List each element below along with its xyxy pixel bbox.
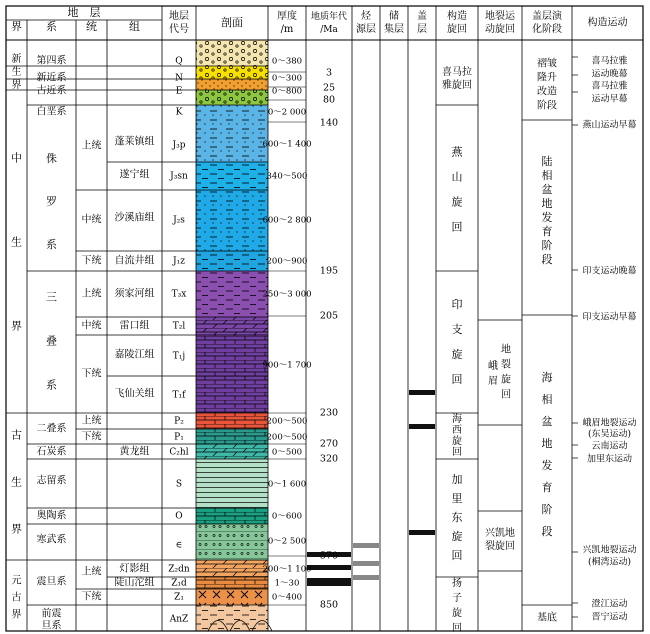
formation-code: Z₁d xyxy=(171,578,187,589)
evolution-stage-label: 改造 xyxy=(537,86,557,98)
system-label: 侏 xyxy=(46,152,57,165)
era-label: 新 xyxy=(11,54,22,65)
formation-label: 灯影组 xyxy=(119,563,150,575)
header-source: 烃 xyxy=(361,11,371,22)
thickness-value: 200～500 xyxy=(266,432,308,443)
evolution-stage-label: 隆升 xyxy=(537,72,557,84)
system-label: 三 xyxy=(46,290,57,304)
section-layer-pattern xyxy=(196,40,268,66)
age-value: 140 xyxy=(319,117,339,129)
era-label: 生 xyxy=(11,67,22,78)
header-jie: 界 xyxy=(11,20,22,33)
thickness-value: 200～900 xyxy=(266,256,308,267)
formation-code: J₂s xyxy=(173,215,185,226)
section-layer-pattern xyxy=(196,577,268,589)
section-layer-pattern xyxy=(196,190,268,251)
age-value: 80 xyxy=(322,94,336,106)
formation-code: O xyxy=(175,511,183,522)
header-code: 代号 xyxy=(169,24,189,35)
movement-label: (桐湾运动) xyxy=(587,557,632,568)
series-label: 下统 xyxy=(81,591,102,603)
thickness-value: 340～500 xyxy=(266,171,308,182)
evolution-stage-label: 段 xyxy=(541,525,553,538)
tectonic-cycle-label: 加 xyxy=(451,473,463,486)
thickness-value: 1～30 xyxy=(274,578,300,589)
era-label: 界 xyxy=(11,80,22,91)
tectonic-cycle-label: 回 xyxy=(452,623,462,634)
evolution-stage-label: 相 xyxy=(541,393,553,406)
section-layer-pattern xyxy=(196,589,268,605)
formation-code: J₁z xyxy=(173,256,185,267)
thickness-value: 600～2 800 xyxy=(262,215,312,226)
thickness-value: 200～500 xyxy=(266,416,308,427)
formation-label: 陡山沱组 xyxy=(114,577,155,589)
evolution-stage-label: 基底 xyxy=(537,612,557,624)
series-label: 下统 xyxy=(81,368,102,380)
evolution-stage-label: 相 xyxy=(541,169,553,182)
evolution-stage-label: 育 xyxy=(541,225,553,238)
evolution-stage-label: 盆 xyxy=(541,415,553,428)
system-label: 叠 xyxy=(46,334,57,348)
tectonic-cycle-label: 回 xyxy=(451,220,463,234)
thickness-value: 600～1 400 xyxy=(262,139,312,150)
movement-label: 印支运动早幕 xyxy=(582,312,637,323)
movement-label: 运动早幕 xyxy=(591,94,628,105)
movement-label: 印支运动晚幕 xyxy=(582,266,637,277)
rift-cycle-label: 地 xyxy=(501,344,511,356)
movement-label: 喜马拉雅 xyxy=(591,81,628,92)
thickness-value: 0～2 500 xyxy=(267,536,307,547)
formation-code: T₁f xyxy=(172,390,186,401)
section-layer-pattern xyxy=(196,376,268,413)
section-layer-pattern xyxy=(196,413,268,429)
tectonic-cycle-label: 回 xyxy=(451,373,463,386)
series-label: 上统 xyxy=(81,566,102,578)
era-label: 界 xyxy=(11,319,22,333)
series-label: 上统 xyxy=(81,415,102,427)
system-label: 志留系 xyxy=(36,475,67,487)
evolution-stage-label: 地 xyxy=(541,197,553,210)
system-label: 奥陶系 xyxy=(36,510,67,522)
reservoir-bar xyxy=(353,543,379,548)
series-label: 上统 xyxy=(81,140,102,152)
era-label: 界 xyxy=(11,522,22,536)
tectonic-cycle-label: 印 xyxy=(451,298,463,311)
era-label: 生 xyxy=(11,475,22,489)
age-value: 195 xyxy=(319,265,339,277)
movement-label: 加里东运动 xyxy=(586,454,633,465)
formation-code: C₂hl xyxy=(169,447,189,458)
thickness-value: 0～1 600 xyxy=(267,479,307,490)
formation-label: 嘉陵江组 xyxy=(114,349,155,361)
tectonic-cycle-label: 旋 xyxy=(452,436,462,447)
tectonic-cycle-label: 里 xyxy=(451,492,463,505)
movement-label: 晋宁运动 xyxy=(591,612,628,623)
tectonic-cycle-label: 雅旋回 xyxy=(442,80,472,91)
formation-code: ∈ xyxy=(175,540,183,551)
formation-label: 遂宁组 xyxy=(119,169,150,181)
rift-cycle-label: 裂 xyxy=(501,359,511,371)
header-section: 剖面 xyxy=(221,16,243,29)
formation-code: Z₂dn xyxy=(168,564,190,575)
source-rock-bar xyxy=(307,578,351,586)
system-label: 古近系 xyxy=(36,85,67,97)
age-value: 570 xyxy=(319,550,339,562)
header-evolution: 盖层演 xyxy=(532,11,562,22)
tectonic-cycle-label: 子 xyxy=(452,593,462,604)
header-movement: 构造运动 xyxy=(587,17,628,29)
section-layer-pattern xyxy=(196,251,268,271)
evolution-stage-label: 阶 xyxy=(541,503,553,516)
system-label: 前震 xyxy=(41,608,62,620)
movement-label: (东吴运动) xyxy=(587,429,632,440)
thickness-value: 0～500 xyxy=(271,447,303,458)
header-age: /Ma xyxy=(320,25,338,35)
system-label: 新近系 xyxy=(36,72,67,84)
formation-code: E xyxy=(175,86,183,97)
formation-label: 自流井组 xyxy=(114,255,155,267)
age-value: 320 xyxy=(319,453,339,465)
thickness-value: 0～400 xyxy=(271,592,303,603)
age-value: 850 xyxy=(319,599,339,611)
tectonic-cycle-label: 扬 xyxy=(452,578,462,589)
evolution-stage-label: 阶 xyxy=(541,239,553,252)
formation-code: AnZ xyxy=(169,614,189,625)
system-label: 第四系 xyxy=(36,55,67,67)
section-layer-pattern xyxy=(196,79,268,90)
formation-code: P₁ xyxy=(174,432,184,443)
cap-rock-bar xyxy=(409,424,435,429)
system-label: 白垩系 xyxy=(36,106,67,118)
series-label: 上统 xyxy=(81,288,102,300)
thickness-value: 0～600 xyxy=(271,511,303,522)
thickness-value: 0～2 000 xyxy=(267,107,307,118)
section-layer-pattern xyxy=(196,317,268,335)
section-column xyxy=(196,40,272,631)
system-label: 石炭系 xyxy=(36,446,67,458)
tectonic-cycle-label: 回 xyxy=(451,549,463,562)
section-layer-pattern xyxy=(196,66,268,79)
formation-label: 雷口组 xyxy=(119,320,150,332)
age-value: 205 xyxy=(319,310,339,322)
header-source: 源层 xyxy=(356,24,376,35)
header-code: 地层 xyxy=(169,11,189,22)
header-thickness: /m xyxy=(280,24,294,35)
rift-cycle-label: 裂旋回 xyxy=(485,541,515,552)
rift-cycle-label: 眉 xyxy=(488,376,498,387)
evolution-stage-label: 阶段 xyxy=(537,100,557,112)
formation-code: T₂l xyxy=(172,321,186,332)
formation-label: 须家河组 xyxy=(114,288,155,300)
system-label: 罗 xyxy=(46,195,57,208)
header-zu: 组 xyxy=(129,20,140,33)
reservoir-bar xyxy=(353,561,379,566)
evolution-stage-label: 陆 xyxy=(541,155,553,168)
thickness-value: 250～3 000 xyxy=(262,289,312,300)
movement-label: 兴凯地裂运动 xyxy=(582,545,637,556)
formation-label: 蓬莱镇组 xyxy=(114,136,155,148)
reservoir-bar xyxy=(353,575,379,580)
formation-code: J₃p xyxy=(172,140,186,151)
formation-code: S xyxy=(175,479,183,490)
section-layer-pattern xyxy=(196,524,268,560)
formation-code: Q xyxy=(175,56,183,67)
header-xi: 系 xyxy=(46,20,57,33)
movement-label: 峨眉地裂运动 xyxy=(582,418,637,429)
header-reservoir: 集层 xyxy=(384,24,404,35)
formation-code: J₃sn xyxy=(170,171,188,182)
cap-rock-bar xyxy=(409,390,435,395)
tectonic-cycle-label: 支 xyxy=(451,323,463,336)
header-rift: 地裂运 xyxy=(485,11,515,22)
thickness-value: 200～1 100 xyxy=(262,564,312,575)
tectonic-cycle-label: 海 xyxy=(452,414,462,425)
header-strata: 地 层 xyxy=(67,6,101,19)
age-value: 270 xyxy=(319,438,339,450)
movement-label: 澄江运动 xyxy=(591,599,628,610)
tectonic-cycle-label: 回 xyxy=(452,447,462,458)
tectonic-cycle-label: 燕 xyxy=(451,145,463,159)
section-layer-pattern xyxy=(196,162,268,190)
rift-cycle-label: 旋 xyxy=(501,374,511,386)
evolution-stage-label: 发 xyxy=(541,459,553,472)
section-layer-pattern xyxy=(196,90,268,105)
system-label: 二叠系 xyxy=(36,423,67,435)
tectonic-cycle-label: 东 xyxy=(451,511,463,524)
era-label: 元 xyxy=(11,575,22,587)
formation-label: 黄龙组 xyxy=(119,446,150,458)
section-layer-pattern xyxy=(196,508,268,524)
formation-code: P₂ xyxy=(174,416,184,427)
formation-code: N xyxy=(175,73,183,84)
evolution-stage-label: 褶皱 xyxy=(537,58,557,70)
age-value: 3 xyxy=(325,67,333,79)
system-label: 旦系 xyxy=(41,620,62,632)
header-thickness: 厚度 xyxy=(277,11,297,22)
tectonic-cycle-label: 山 xyxy=(451,170,463,184)
system-label: 寒武系 xyxy=(36,534,67,546)
era-label: 界 xyxy=(11,609,22,621)
formation-code: T₁j xyxy=(172,351,186,362)
movement-label: 喜马拉雅 xyxy=(591,56,628,67)
table-text xyxy=(11,5,637,634)
evolution-stage-label: 海 xyxy=(541,371,553,384)
header-tong: 统 xyxy=(86,20,97,33)
era-label: 古 xyxy=(11,592,22,604)
system-label: 震旦系 xyxy=(36,576,67,588)
section-layer-pattern xyxy=(196,335,268,376)
era-label: 中 xyxy=(11,151,22,165)
header-reservoir: 储 xyxy=(389,11,399,22)
evolution-stage-label: 育 xyxy=(541,481,553,494)
tectonic-cycle-label: 旋 xyxy=(452,608,462,619)
movement-label: 运动晚幕 xyxy=(591,69,628,80)
series-label: 中统 xyxy=(81,320,102,332)
header-age: 地质年代 xyxy=(310,12,348,22)
evolution-stage-label: 地 xyxy=(541,437,553,450)
section-layer-pattern xyxy=(196,429,268,444)
series-label: 下统 xyxy=(81,255,102,267)
source-rock-bar xyxy=(307,565,351,570)
tectonic-cycle-label: 西 xyxy=(452,425,462,436)
tectonic-cycle-label: 旋 xyxy=(451,195,463,209)
system-label: 系 xyxy=(46,238,57,251)
tectonic-cycle-label: 旋 xyxy=(451,348,463,361)
evolution-stage-label: 盆 xyxy=(541,183,553,196)
formation-code: K xyxy=(175,107,183,118)
formation-code: T₃x xyxy=(171,289,187,300)
series-label: 中统 xyxy=(81,214,102,226)
movement-label: 云南运动 xyxy=(591,441,628,452)
evolution-stage-label: 发 xyxy=(541,211,553,224)
section-layer-pattern xyxy=(196,444,268,459)
header-tectonic: 构造 xyxy=(447,11,467,22)
evolution-stage-label: 段 xyxy=(541,253,553,266)
section-layer-pattern xyxy=(196,459,268,508)
section-layer-pattern xyxy=(196,271,268,317)
formation-label: 沙溪庙组 xyxy=(114,212,155,224)
formation-code: Z₁ xyxy=(174,592,184,603)
header-evolution: 化阶段 xyxy=(532,24,562,35)
rift-cycle-label: 兴凯地 xyxy=(485,528,515,539)
section-layer-pattern xyxy=(196,105,268,162)
movement-label: 燕山运动早幕 xyxy=(582,120,637,131)
series-label: 下统 xyxy=(81,431,102,443)
age-value: 25 xyxy=(322,82,336,94)
header-cap: 层 xyxy=(417,24,427,35)
tectonic-cycle-label: 喜马拉 xyxy=(442,67,472,78)
system-label: 系 xyxy=(46,378,57,392)
age-value: 230 xyxy=(319,407,339,419)
section-layer-pattern xyxy=(196,560,268,577)
thickness-value: 0～300 xyxy=(271,73,303,84)
thickness-value: 0～800 xyxy=(271,86,303,97)
header-tectonic: 旋回 xyxy=(447,24,467,35)
era-label: 古 xyxy=(11,428,22,442)
rift-cycle-label: 峨 xyxy=(488,361,498,372)
era-label: 生 xyxy=(11,235,22,249)
tectonic-cycle-label: 旋 xyxy=(451,530,463,543)
header-cap: 盖 xyxy=(417,11,427,22)
header-rift: 动旋回 xyxy=(485,24,515,35)
formation-label: 飞仙关组 xyxy=(114,388,155,400)
cap-rock-bar xyxy=(409,530,435,535)
thickness-value: 0～380 xyxy=(271,56,303,67)
thickness-value: 900～1 700 xyxy=(262,360,312,371)
rift-cycle-label: 回 xyxy=(501,389,511,401)
